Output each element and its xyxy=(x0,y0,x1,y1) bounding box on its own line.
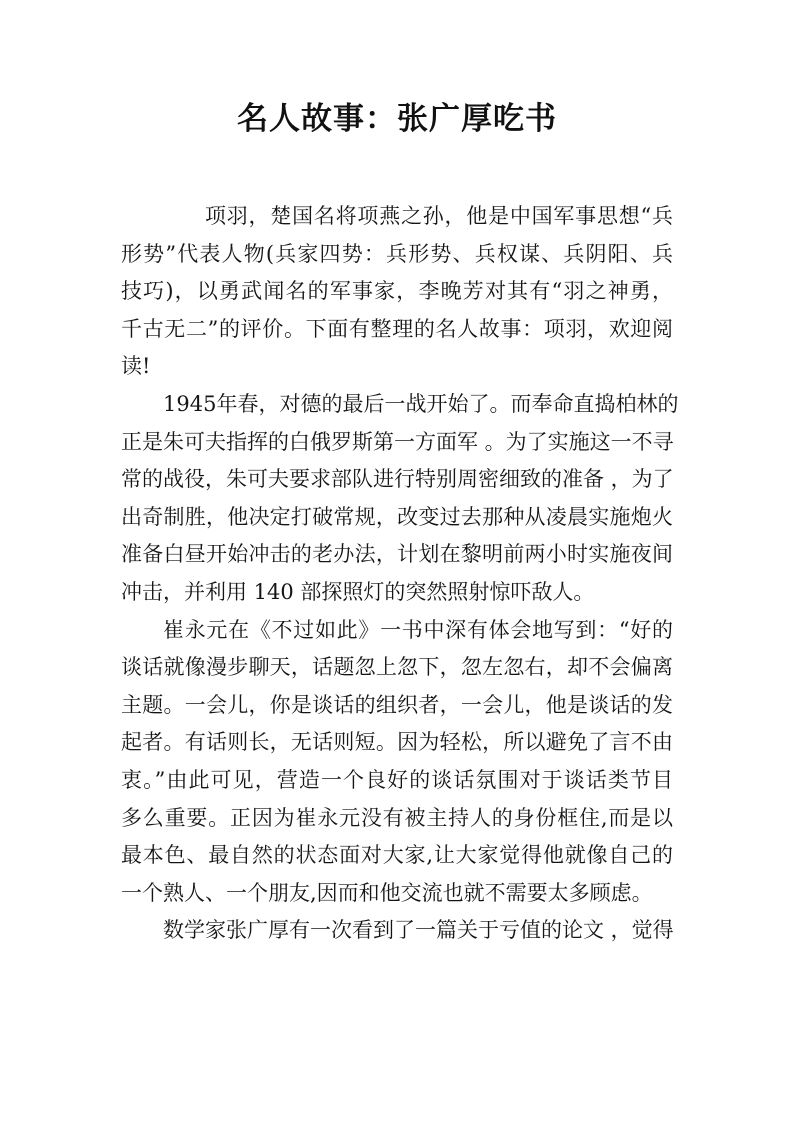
paragraph-line: 千古无二”的评价。下面有整理的名人故事：项羽，欢迎阅 xyxy=(121,316,673,341)
paragraph-line: 1945年春，对德的最后一战开始了。而奉命直捣柏林的 xyxy=(163,391,679,416)
paragraph-line: 一个熟人、一个朋友,因而和他交流也就不需要太多顾虑。 xyxy=(121,880,653,905)
paragraph-line: 出奇制胜，他决定打破常规，改变过去那种从凌晨实施炮火 xyxy=(121,504,673,529)
paragraph-line: 主题。一会儿，你是谈话的组织者，一会儿，他是谈话的发 xyxy=(121,692,673,717)
paragraph-line: 多么重要。正因为崔永元没有被主持人的身份框住,而是以 xyxy=(121,805,673,830)
paragraph-line: 衷。”由此可见，营造一个良好的谈话氛围对于谈话类节目 xyxy=(121,767,673,792)
paragraph-line: 谈话就像漫步聊天，话题忽上忽下，忽左忽右，却不会偏离 xyxy=(121,655,673,680)
paragraph-line: 数学家张广厚有一次看到了一篇关于亏值的论文 ，觉得 xyxy=(163,918,674,943)
paragraph-line: 冲击，并利用 140 部探照灯的突然照射惊吓敌人。 xyxy=(121,579,595,604)
paragraph-line: 起者。有话则长，无话则短。因为轻松，所以避免了言不由 xyxy=(121,730,673,755)
paragraph-line: 读! xyxy=(121,354,151,379)
paragraph-line: 正是朱可夫指挥的白俄罗斯第一方面军 。为了实施这一不寻 xyxy=(121,429,674,454)
paragraph-line: 技巧)，以勇武闻名的军事家，李晚芳对其有“羽之神勇， xyxy=(121,279,673,304)
paragraph-line: 崔永元在《不过如此》一书中深有体会地写到：“好的 xyxy=(163,617,673,642)
paragraph-line: 形势”代表人物(兵家四势：兵形势、兵权谋、兵阴阳、兵 xyxy=(121,241,673,266)
paragraph-line: 准备白昼开始冲击的老办法，计划在黎明前两小时实施夜间 xyxy=(121,542,673,567)
document-body xyxy=(121,198,679,950)
paragraph-line: 最本色、最自然的状态面对大家,让大家觉得他就像自己的 xyxy=(121,843,673,868)
document-title: 名人故事：张广厚吃书 xyxy=(237,101,557,137)
paragraph-line: 项羽，楚国名将项燕之孙，他是中国军事思想“兵 xyxy=(205,204,673,228)
paragraph-line: 常的战役，朱可夫要求部队进行特别周密细致的准备 ，为了 xyxy=(121,467,674,492)
